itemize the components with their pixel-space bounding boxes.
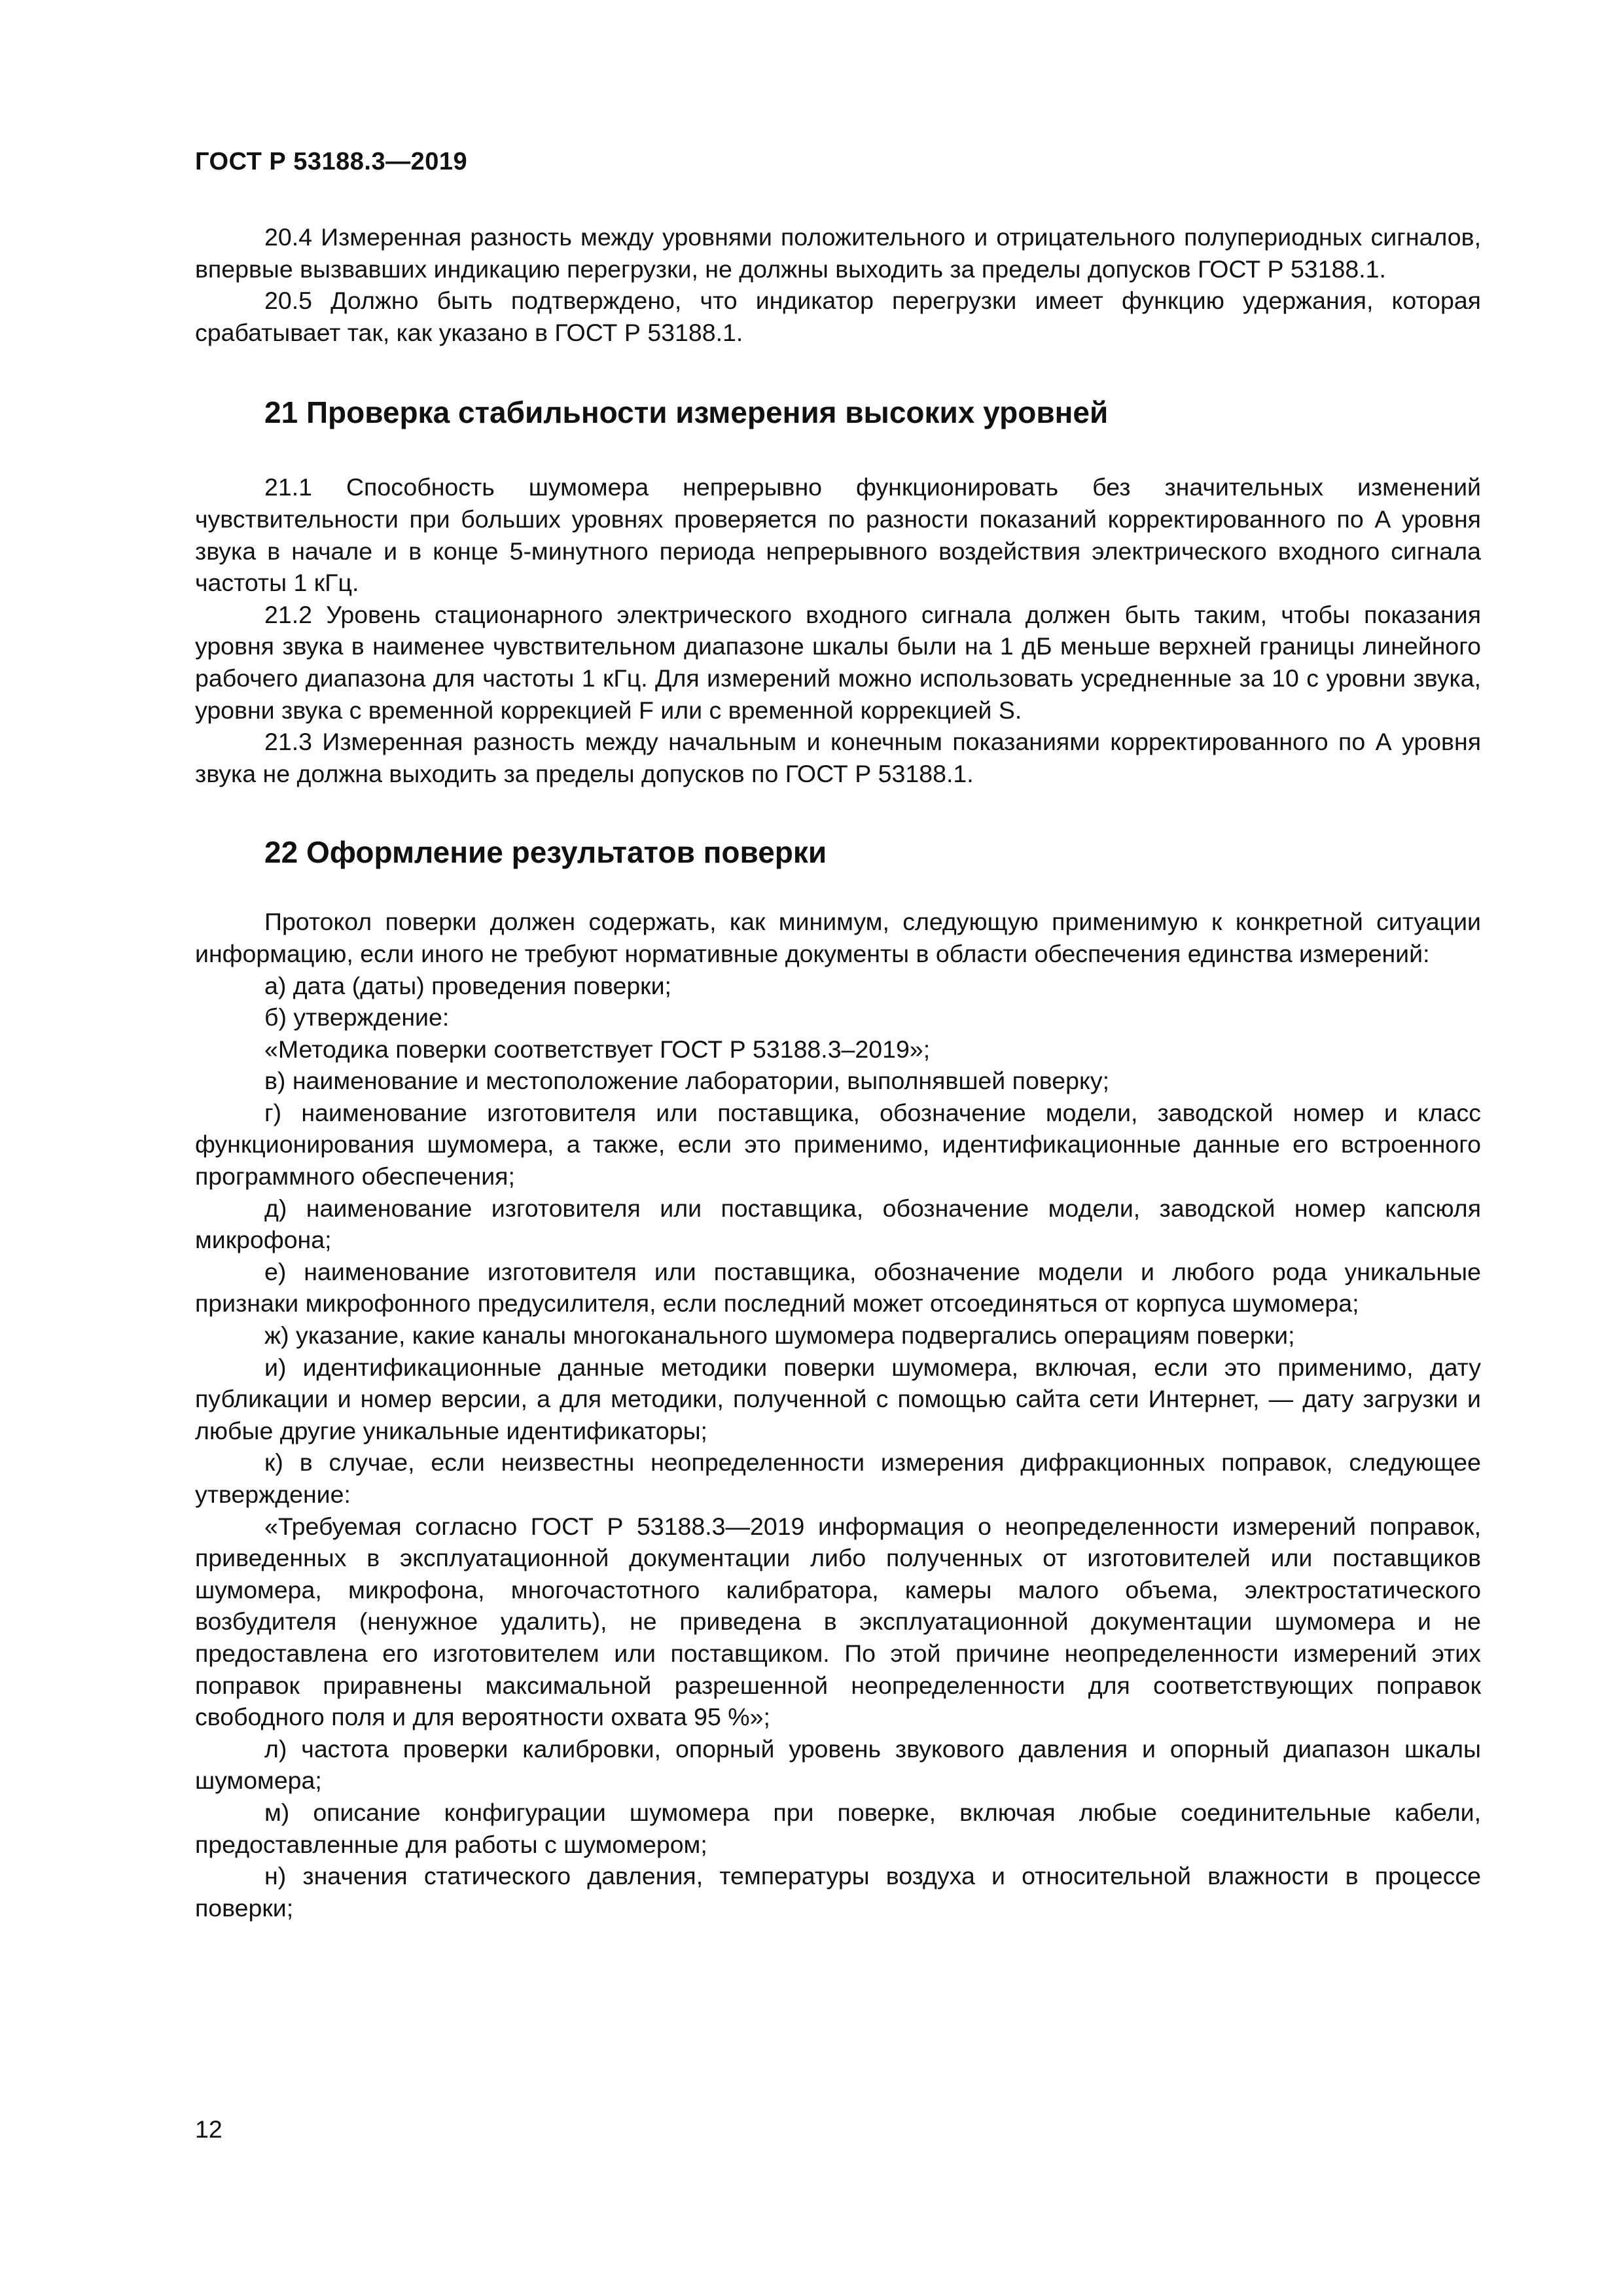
list-item-k: к) в случае, если неизвестны неопределенности измерения дифракционных поправок, следующее утверждение: [195, 1448, 1481, 1508]
list-item-e: е) наименование изготовителя или поставщика, обозначение модели и любого рода уникальные признаки микрофонного предусилителя, если последний может отсоединяться от корпуса шумомера; [195, 1257, 1481, 1318]
page-header-title: ГОСТ Р 53188.3—2019 [195, 148, 468, 175]
list-item-k-quote: «Требуемая согласно ГОСТ Р 53188.3—2019 информация о неопределенности измерений поправок, приведенных в эксплуатационной документации либо полученных от изготовителей или поставщиков шумомера, микрофона, многочастотного калибратора, камеры малого объема, электростатического возбудителя (ненужное удалить), не приведена в эксплуатационной документации шумомера и не предоставлена его изготовителем или поставщиком. По этой причине неопределенности измерений этих поправок приравнены максимальной разрешенной неопределенности для соответствующих поправок свободного поля и для вероятности охвата 95 %»; [195, 1512, 1481, 1731]
section-21-heading: 21 Проверка стабильности измерения высоких уровней [264, 395, 1109, 430]
page-number: 12 [195, 2115, 223, 2143]
list-item-m: м) описание конфигурации шумомера при поверке, включая любые соединительные кабели, предоставленные для работы с шумомером; [195, 1798, 1481, 1858]
paragraph-21-2: 21.2 Уровень стационарного электрического входного сигнала должен быть таким, чтобы показания уровня звука в наименее чувствительном диапазоне шкалы были на 1 дБ меньше верхней границы линейного рабочего диапазона для частоты 1 кГц. Для измерений можно использовать усредненные за 10 с уровни звука, уровни звука с временной коррекцией F или с временной коррекцией S. [195, 600, 1481, 724]
paragraph-21-3: 21.3 Измеренная разность между начальным и конечным показаниями корректированного по А уровня звука не должна выходить за пределы допусков по ГОСТ Р 53188.1. [195, 728, 1481, 787]
list-item-i: и) идентификационные данные методики поверки шумомера, включая, если это применимо, дату публикации и номер версии, а для методики, полученной с помощью сайта сети Интернет, — дату загрузки и любые другие уникальные идентификаторы; [195, 1353, 1481, 1444]
list-item-zh: ж) указание, какие каналы многоканального шумомера подвергались операциям поверки; [264, 1321, 1295, 1350]
document-body [195, 221, 1481, 1924]
list-item-b-quote: «Методика поверки соответствует ГОСТ Р 53188.3–2019»; [264, 1035, 931, 1063]
list-item-d: д) наименование изготовителя или поставщика, обозначение модели, заводской номер капсюля микрофона; [195, 1194, 1481, 1254]
section-22-intro: Протокол поверки должен содержать, как минимум, следующую применимую к конкретной ситуации информацию, если иного не требуют нормативные документы в области обеспечения единства измерений: [195, 908, 1481, 967]
list-item-v: в) наименование и местоположение лаборатории, выполнявшей поверку; [264, 1067, 1110, 1095]
paragraph-20-5: 20.5 Должно быть подтверждено, что индикатор перегрузки имеет функцию удержания, которая срабатывает так, как указано в ГОСТ Р 53188.1. [195, 287, 1481, 346]
list-item-b: б) утверждение: [264, 1003, 450, 1031]
list-item-a: а) дата (даты) проведения поверки; [264, 971, 671, 999]
paragraph-21-1: 21.1 Способность шумомера непрерывно функционировать без значительных изменений чувствительности при больших уровнях проверяется по разности показаний корректированного по А уровня звука в начале и в конце 5-минутного периода непрерывного воздействия электрического входного сигнала частоты 1 кГц. [195, 473, 1481, 597]
list-item-l: л) частота проверки калибровки, опорный уровень звукового давления и опорный диапазон шкалы шумомера; [195, 1734, 1481, 1795]
paragraph-20-4: 20.4 Измеренная разность между уровнями положительного и отрицательного полупериодных сигналов, впервые вызвавших индикацию перегрузки, не должны выходить за пределы допусков ГОСТ Р 53188.1. [195, 223, 1481, 283]
list-item-g: г) наименование изготовителя или поставщика, обозначение модели, заводской номер и класс функционирования шумомера, а также, если это применимо, идентификационные данные его встроенного программного обеспечения; [195, 1098, 1481, 1191]
list-item-n: н) значения статического давления, температуры воздуха и относительной влажности в процессе поверки; [195, 1862, 1481, 1922]
section-22-heading: 22 Оформление результатов поверки [264, 835, 827, 870]
